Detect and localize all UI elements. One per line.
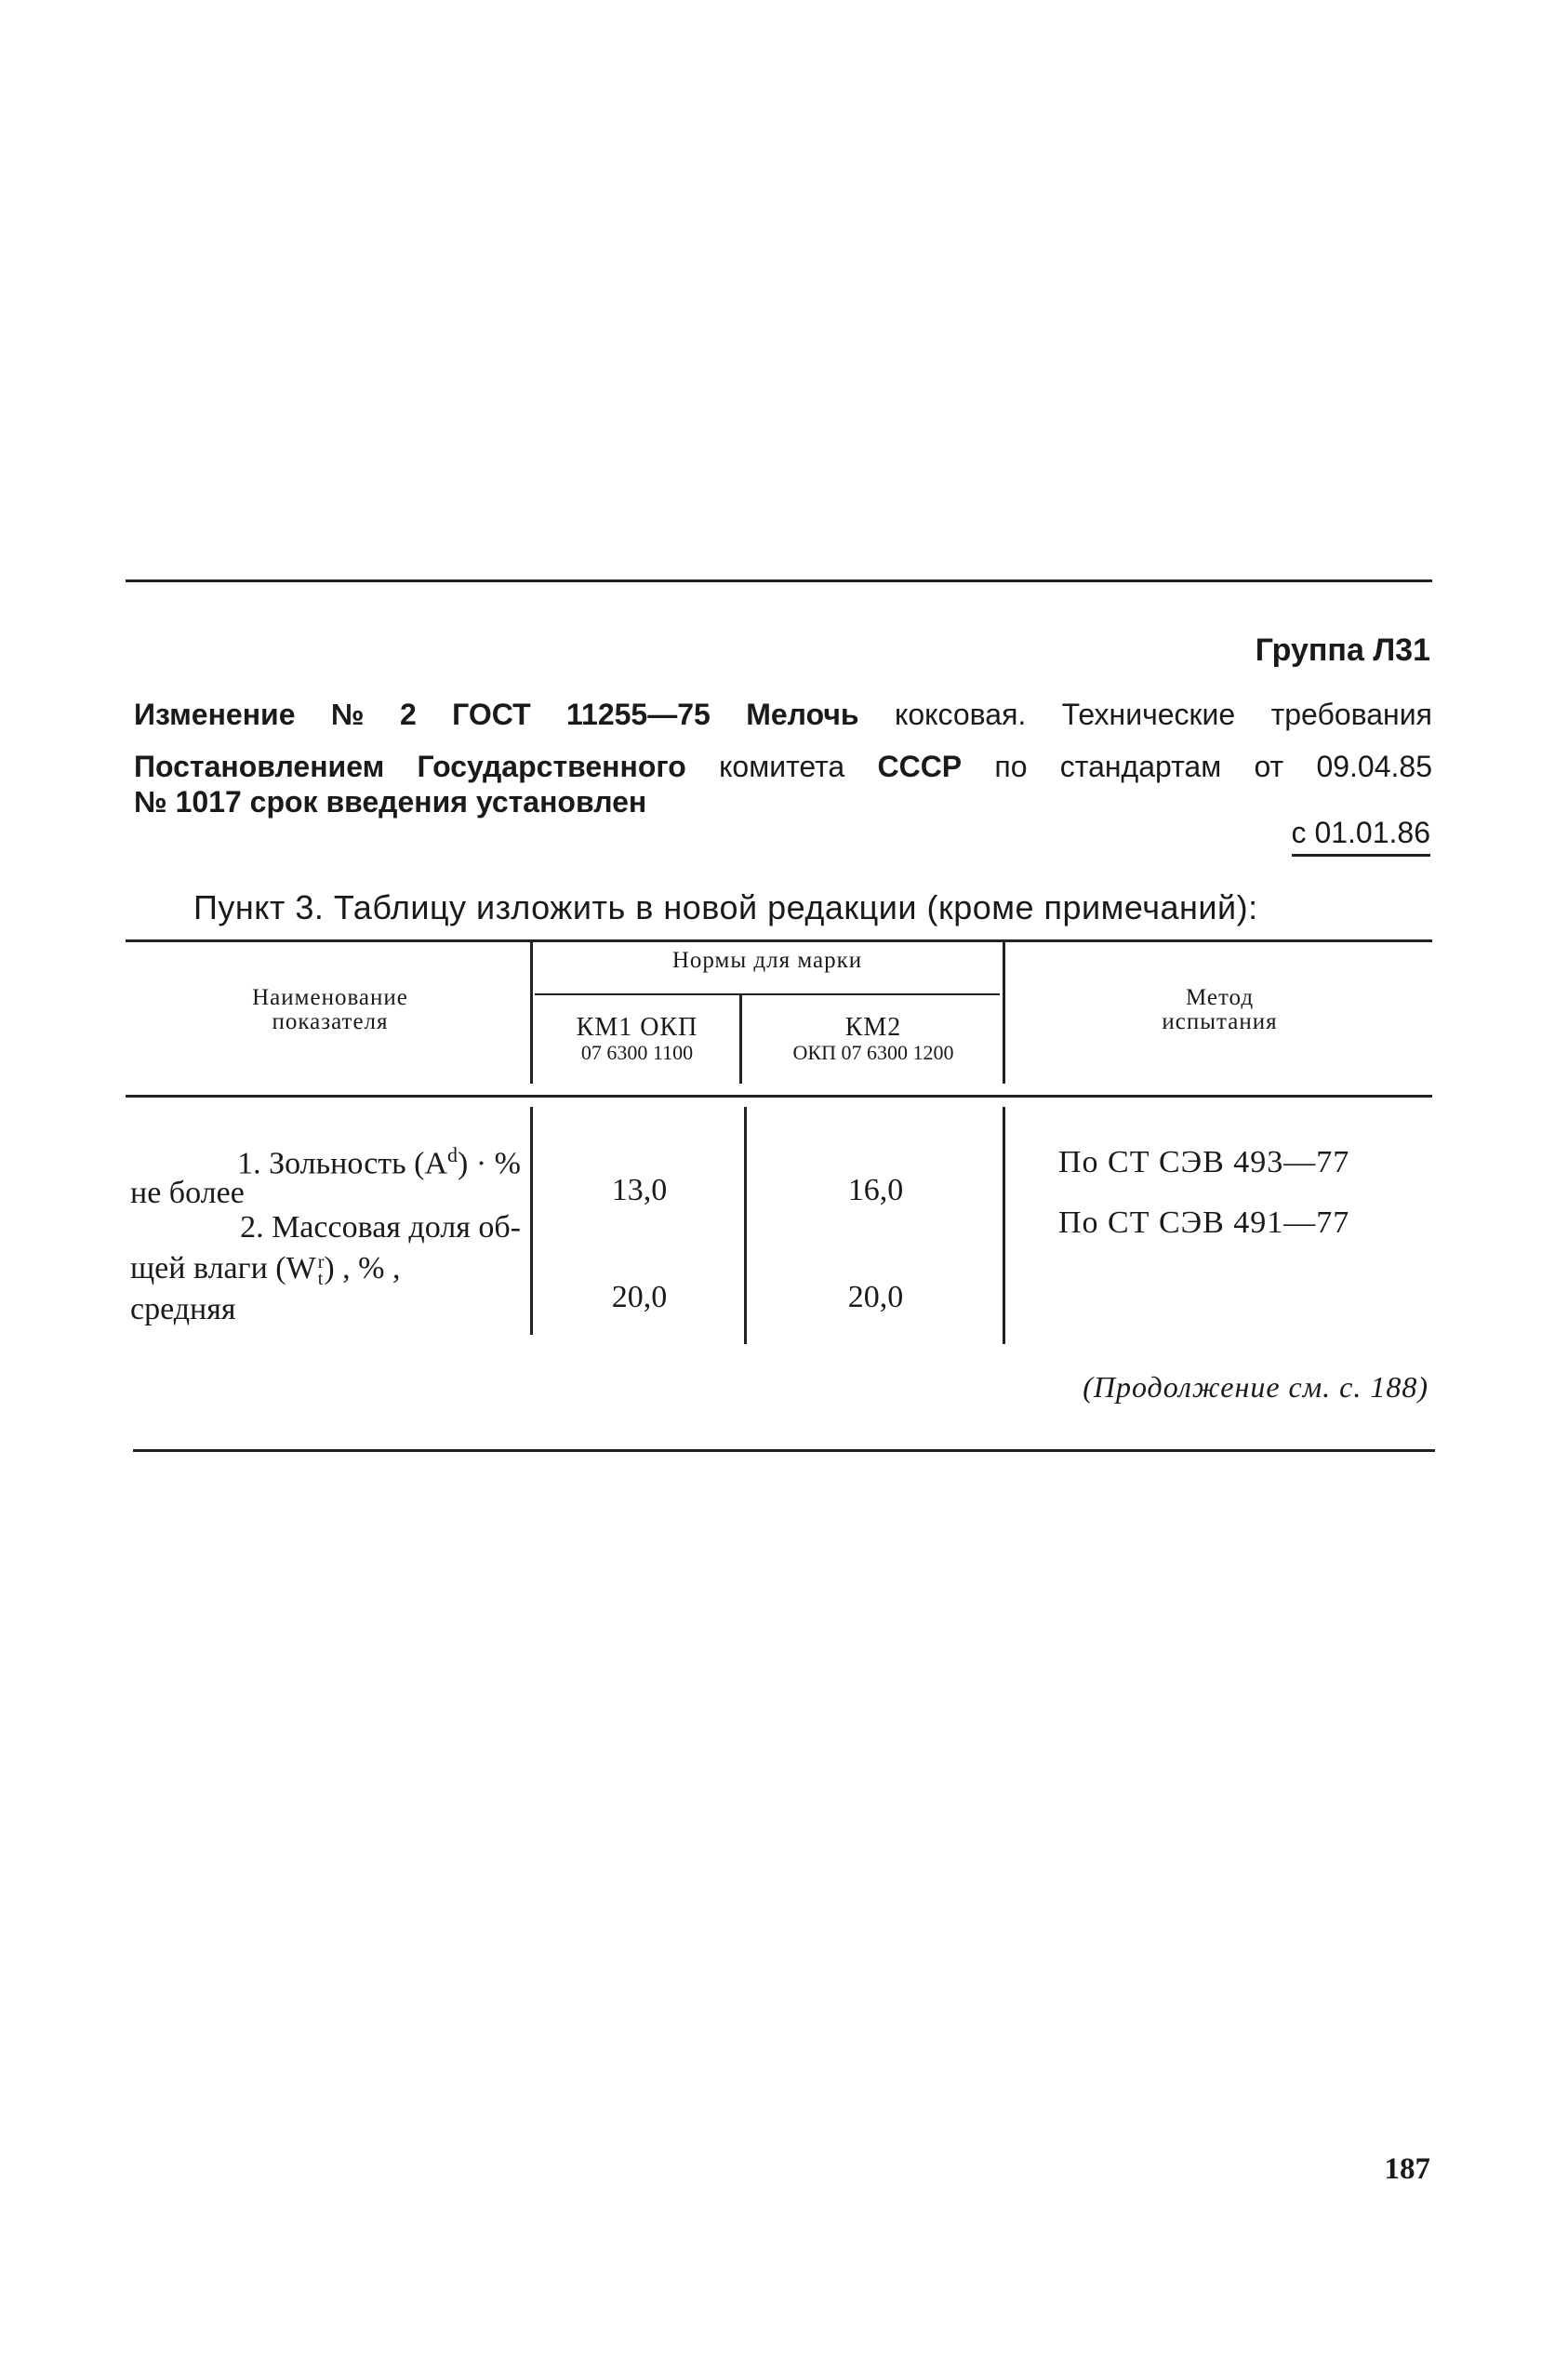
number-sign: № [330,698,365,731]
change-number: 2 [399,698,417,731]
table-top-rule [126,939,1432,942]
bottom-rule [133,1449,1435,1452]
header-norms: Нормы для марки [671,948,863,973]
header-km1 [535,1014,739,1064]
group-label: Группа Л31 [1255,633,1430,668]
table-vline-2 [739,994,742,1084]
resolution-line-2: № 1017 срок введения установлен [134,785,647,819]
title-word-2: коксовая. [894,698,1027,731]
body-vline-1 [530,1107,533,1335]
res-word-6: стандартам [1059,750,1222,783]
row2-km1: 20,0 [611,1280,668,1314]
row2-name-line3: средняя [130,1292,236,1327]
change-title [134,698,1432,732]
header-km1-line1: КМ1 ОКП [576,1013,698,1042]
res-date: 09.04.85 [1316,750,1432,783]
row1-method: По СТ СЭВ 493—77 [1058,1145,1350,1179]
row1-km2: 16,0 [847,1173,904,1207]
row1-name-line1: 1. Зольность $(A^d)$ · % [237,1143,521,1181]
header-name-line2: показателя [272,1009,389,1034]
res-word-5: по [994,750,1028,783]
title-word-3: Технические [1061,698,1236,731]
body-vline-3 [1003,1107,1005,1344]
change-word: Изменение [134,698,296,731]
item-instruction: Пункт 3. Таблицу изложить в новой редакции (кроме примечаний): [193,888,1258,926]
body-vline-2 [744,1107,747,1344]
res-word-4: СССР [877,750,963,783]
title-word-4: требования [1270,698,1432,731]
header-km2 [744,1014,1003,1064]
top-rule [126,579,1432,582]
title-word-1: Мелочь [746,698,859,731]
row2-km2: 20,0 [847,1280,904,1314]
header-km2-line1: КМ2 [844,1013,902,1042]
gost-number: 11255—75 [566,698,711,731]
header-method [1007,986,1432,1034]
row2-name-line1: 2. Массовая доля об- [240,1210,521,1245]
res-word-3: комитета [719,750,845,783]
header-km2-line2: ОКП 07 6300 1200 [792,1041,954,1064]
header-method-line2: испытания [1162,1009,1278,1034]
norms-underline [535,993,1000,995]
table-vline-3 [1003,941,1005,1084]
header-km1-line2: 07 6300 1100 [580,1041,694,1064]
res-word-7: от [1254,750,1284,783]
row1-km1: 13,0 [611,1173,668,1207]
header-name [140,986,521,1034]
resolution-line-1 [134,749,1432,784]
effective-date: с 01.01.86 [1292,816,1430,857]
gost-word: ГОСТ [452,698,531,731]
resolution-text [134,749,1432,819]
res-word-2: Государственного [417,750,686,783]
table-vline-1 [530,941,533,1084]
row1-name-line2: не более [130,1176,245,1211]
header-method-line1: Метод [1185,985,1255,1010]
row2-name [130,1209,521,1328]
row1-name [130,1137,521,1212]
row2-method: По СТ СЭВ 491—77 [1058,1205,1350,1240]
row2-name-line2: щей влаги (W r t ) , % , [130,1251,401,1290]
header-bottom-rule [126,1095,1432,1098]
page-number: 187 [1384,2152,1430,2186]
header-name-line1: Наименование [252,985,408,1010]
res-word-1: Постановлением [134,750,385,783]
continuation-note: (Продолжение см. с. 188) [1083,1370,1428,1404]
